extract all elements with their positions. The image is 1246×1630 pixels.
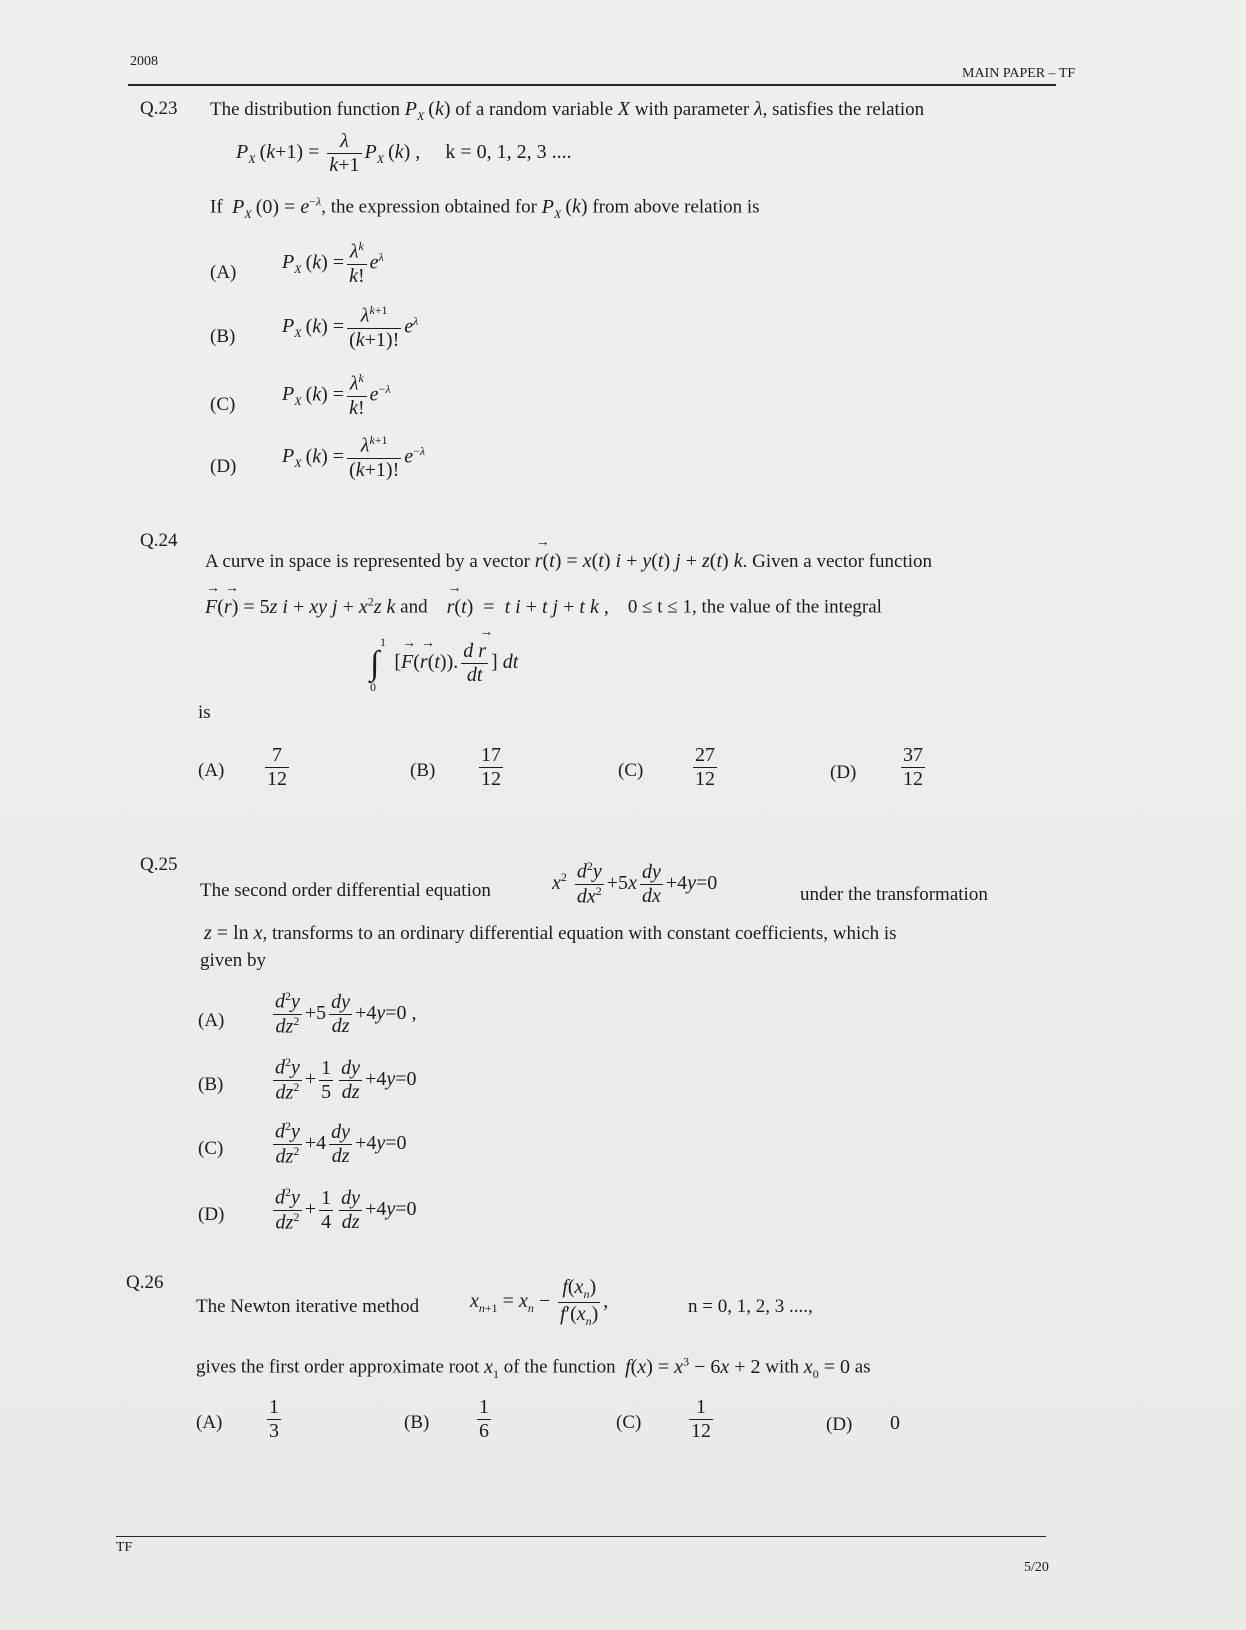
question-text: → F(→ r) = 5z i + xy $j + x^2z$ k and → r(t) = t i + t j + t k , 0 ≤ t ≤ 1, the value of the integral [205,594,882,619]
option-label: (C) [210,394,236,415]
option-b-value: $\frac{1}{6}$ [479,1396,489,1442]
header-paper: MAIN PAPER – TF [962,66,1076,81]
option-label: (B) [210,326,236,347]
header-rule [128,84,1056,86]
question-text: z = ln x, transforms to an ordinary differential equation with constant coefficients, which is [204,922,897,944]
option-a-expression: $P_X$ (k) = $\frac{\lambda^k}{k!}$ $e^\lambda$ [282,239,384,287]
option-d-expression: $P_X$ (k) = $\frac{\lambda^{k+1}}{(k+1)!}$ $e^{-\lambda}$ [282,433,426,481]
option-label: (B) [404,1412,430,1433]
option-label: (A) [198,760,225,781]
option-b-value: $\frac{17}{12}$ [481,744,501,790]
option-d-expression: $\frac{d^2y}{dz^2}$ + $\frac{1}{4}$ $\frac{dy}{dz}$ +4y=0 [275,1185,417,1234]
question-text: given by [200,950,266,971]
option-d-value: $\frac{37}{12}$ [903,744,923,790]
newton-formula: $x_{n+1} = x_n$ − $\frac{f(x_n)}{f'(x_n)}$ , [470,1276,609,1328]
option-label: (C) [198,1138,224,1159]
option-c-value: $\frac{27}{12}$ [695,744,715,790]
header-year: 2008 [130,54,158,69]
option-label: (A) [210,262,237,283]
question-text: n = 0, 1, 2, 3 ...., [688,1296,813,1317]
option-d-value: 0 [890,1412,900,1434]
question-text: If $P_X$ $(0) = e^{-\lambda}$, the expression obtained for $P_X$ (k) from above relation is [210,194,760,221]
question-number: Q.26 [126,1272,164,1293]
option-a-value: $\frac{1}{3}$ [269,1396,279,1442]
differential-equation: $x^2$ $\frac{d^2y}{dx^2}$ +5x $\frac{dy}{dx}$ +4y=0 [552,859,718,908]
question-number: Q.23 [140,98,178,119]
question-text: The second order differential equation [200,880,491,901]
question-text: The Newton iterative method [196,1296,420,1317]
question-text: A curve in space is represented by a vector → r(t) = x(t) i + y(t) j + z(t) k. Given a vector function [205,550,932,573]
question-text: The distribution function $P_X$ (k) of a random variable X with parameter λ, satisfies the relation [210,98,925,123]
option-c-expression: $\frac{d^2y}{dz^2}$ +4 $\frac{dy}{dz}$ +4y=0 [275,1119,407,1168]
option-a-value: $\frac{7}{12}$ [267,744,287,790]
option-c-expression: $P_X$ (k) = $\frac{\lambda^k}{k!}$ $e^{-\lambda}$ [282,371,391,419]
option-label: (B) [410,760,436,781]
recurrence-equation: $P_X$ (k+1) = $\frac{\lambda}{k+1}$ $P_X$ (k) , k = 0, 1, 2, 3 .... [236,130,572,176]
option-label: (C) [618,760,644,781]
option-label: (B) [198,1074,224,1095]
option-label: (D) [830,762,857,783]
option-label: (D) [198,1204,225,1225]
question-text: under the transformation [800,884,988,905]
option-label: (D) [826,1414,853,1435]
footer-code: TF [116,1540,133,1555]
option-a-expression: $\frac{d^2y}{dz^2}$ +5 $\frac{dy}{dz}$ +4y=0 , [275,989,417,1038]
option-c-value: $\frac{1}{12}$ [691,1396,711,1442]
question-number: Q.25 [140,854,178,875]
option-b-expression: $P_X$ (k) = $\frac{\lambda^{k+1}}{(k+1)!}$ $e^\lambda$ [282,303,419,351]
option-label: (D) [210,456,237,477]
question-number: Q.24 [140,530,178,551]
option-label: (A) [196,1412,223,1433]
page-number: 5/20 [1024,1560,1049,1575]
option-label: (A) [198,1010,225,1031]
question-text: gives the first order approximate root $x_1$ of the function $f(x) = x^3 - 6x + 2$ with $x_0 = 0$ as [196,1354,871,1381]
option-b-expression: $\frac{d^2y}{dz^2}$ + $\frac{1}{5}$ $\frac{dy}{dz}$ +4y=0 [275,1055,417,1104]
integral-expression: ∫ 1 0 [→ F(→ r(t)). $\frac{d \to r}{dt}$ ] dt [370,640,518,687]
question-text: is [198,702,211,723]
footer-rule [116,1536,1046,1537]
option-label: (C) [616,1412,642,1433]
